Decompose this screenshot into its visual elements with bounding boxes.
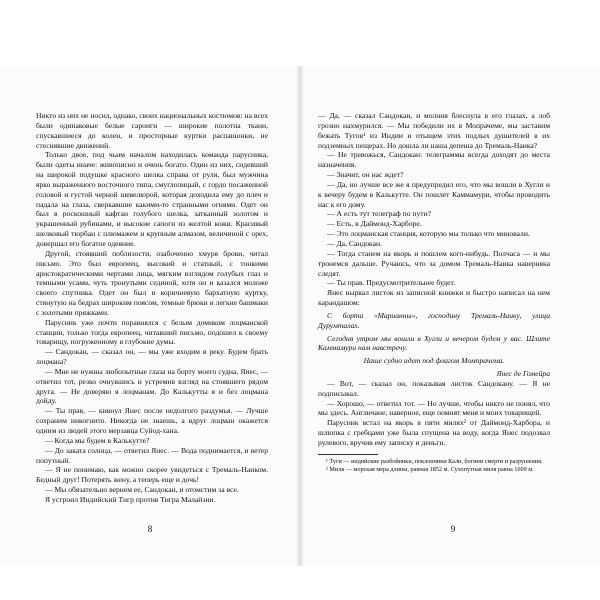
paragraph: — Есть, в Даймонд-Харборе. <box>327 219 422 229</box>
paragraph: — Да, — сказал Сандокан, и молния блеснула в его глазах, а лоб грозно нахмурился. — Мы победили их в Мопрачеме, мы заставим бежать Тугов¹ из Индии и отыщем этих подлых душителей в их подземных пещерах. Но дошла ли наша депеша до Тремаль-Наика? <box>318 111 550 150</box>
footnote: ¹ Туги — индийские разбойники, поклонники Кали, богини смерти и разрушения. <box>326 457 543 465</box>
page-number-right: 9 <box>450 524 456 534</box>
right-page-text <box>318 111 550 474</box>
telegram-line: Сегодня утром мы вошли в Хугли и вечером будем у вас. Шлите Каммамури нам навстречу. <box>318 333 550 353</box>
paragraph: Парусник встал на якорь в пяти милях² от Даймонд-Харбора, и шлюпка с гребцами уже была спущена на воду, когда Янес подозвал рулевого, вручив ему записку и деньги. <box>318 418 550 447</box>
paragraph: — Тогда станем на якорь и пошлем кого-нибудь. Полчаса — и мы тронемся дальше. Ручаюсь, что за домом Тремаль-Наика наверняка следят. <box>318 248 550 278</box>
paragraph: — Да, но лучше все же я предупредил его, что мы вошли в Хугли и к вечеру будем в Калькутте. Он пошлет Каммамури, чтобы проводить нас к его дому. <box>318 179 550 209</box>
paragraph: Янес вырвал листок из записной книжки и быстро написал на нем карандашом: <box>318 288 550 308</box>
paragraph: Только двое, под чьим началом находилась команда парусника, были одеты иначе: живописно и очень богато. Один из них, сидевший на широкой подушке красного шелка справа от руля, был мужчина ярко выраженного восточного типа, смуглолицый, с гордо посаженной головой и густой черной шевелюрой, которая доходила ему до плеч и падала на глаза, сверкавшие какими-то странными огнями. Одет он был в роскошный кафтан голубого шелка, затканный золотом и украшенный рубинами, и высокие сапоги из желтой кожи. Красивый шелковый тюрбан с плюмажем и крупным алмазом, величиной с орех, довершал его богатое одеяние. <box>36 150 268 248</box>
paragraph: — Ты прав. Предусмотрительнее будет. <box>327 278 456 288</box>
paragraph: — Мы обязательно вернем ее, Сандокан, и отомстим за все. <box>45 485 239 495</box>
telegram-line: С борта «Марианны», господину Тремаль-Наику, улица Дурумталах. <box>318 310 550 330</box>
paragraph: — Когда мы будем в Калькутте? <box>45 435 150 445</box>
paragraph: Никто из них не носил, однако, своих национальных костюмов: на всех были одинаковые белые сароиги — широкие полотна ткани, спускавшиеся до колен, и просторные куртки распашонки, не стеснявшие движений. <box>36 111 268 150</box>
paragraph: — Мне не нужны любопытные глаза на борту моего судна, Янес, — ответил тот, резко очнувшись и устремив взгляд на стоявшего рядом друга. — Не доверяю я лоцманам. До Калькутты я и без лоцмана дойду. <box>36 366 268 406</box>
footnote-divider <box>318 454 378 455</box>
footnote: ² Миля — морская мера длины, равная 1852 м. Сухопутная миля равна 1609 м. <box>326 465 534 473</box>
telegram-line: Наше судно идет под флагом Момпрачема. <box>363 356 505 366</box>
paragraph: — Хорошо, — ответил тот. — Но лучше, чтобы никто не понял, что мы здесь. Англичане, наверное, еще помнят меня и моих товарищей. <box>318 398 550 418</box>
paragraph: — Ты прав, — кивнул Янес после недолгого раздумья. — Лучше сохраним инкогнито. Никогда не знаешь, а вдруг лоцман окажется одним из людей этого мерзавца Суйод-хана. <box>36 406 268 435</box>
paragraph: — Это лоцманская станция, которую мы только что миновали. <box>327 229 530 239</box>
left-page-text <box>36 111 268 505</box>
paragraph: — До заката солнца, — ответил Янес. — Вода поднимается, и ветер попутный. <box>36 445 268 465</box>
paragraph: Другой, стоявший поблизости, озабоченно хмуря брови, читал письмо. Это был европеец, высокий и статный, с тонкими аристократическими чертами лица, мягким взглядом голубых глаз и темными усами, чуть тронутыми сединой, хотя он и казался моложе своего спутника. Одет он был в коричневую бархатную куртку, стянутую на бедрах широким поясом, темные брюки и легкие башмаки с золотыми пряжками. <box>36 248 268 317</box>
paragraph: — Да, Сандокан. <box>327 238 382 248</box>
paragraph: — Вот, — сказал он, показывая листок Сандокану. — Я не подписывал. <box>318 378 550 398</box>
paragraph: Я устроил Индийский Тигр против Тигра Малайзии. <box>45 494 216 504</box>
paragraph: — А есть тут телеграф по пути? <box>327 209 432 219</box>
paragraph: — Я не понимаю, как можно скорее увидеться с Тремаль-Наиком. Бедный друг! Потерять жену, а теперь еще и дочь! <box>36 465 268 485</box>
paragraph: — Значит, он нас ждет? <box>327 170 404 180</box>
book-gutter <box>296 66 304 566</box>
paragraph: — Сандокан, — сказал он, — мы уже входим в реку. Будем брать лоцмана? <box>36 347 268 367</box>
page-number-left: 8 <box>147 524 153 534</box>
paragraph: — Не тревожься, Сандокан: телеграммы всегда доходят до места назначения. <box>318 150 550 170</box>
paragraph: Парусник уже почти поравнялся с белым домиком лоцманской станции, только тогда европеец, читавший письмо, подошел к своему товарищу, погруженному в глубокие думы. <box>36 317 268 347</box>
telegram-signature: Янес де Гомейра <box>496 369 550 379</box>
